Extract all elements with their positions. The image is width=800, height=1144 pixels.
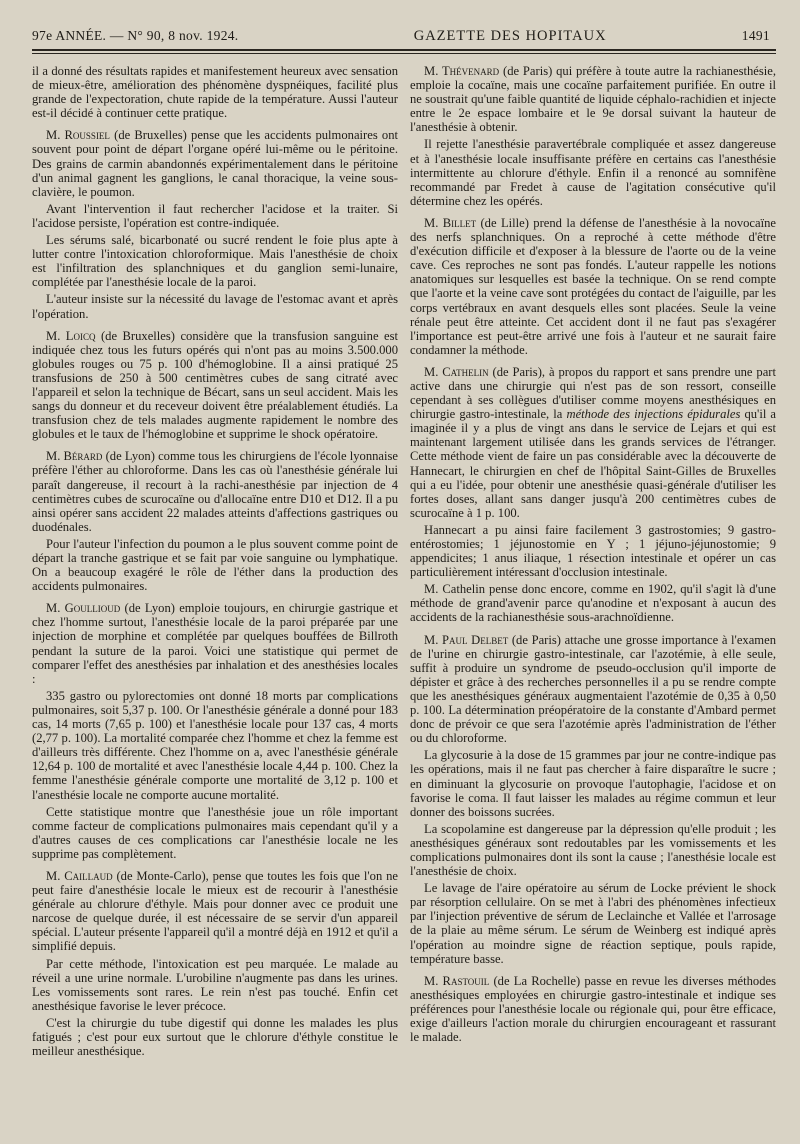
- paragraph-text: (de La Rochelle) passe en revue les diverses méthodes anesthésiques employées en chirurgie gastro-intestinale et indique ses préférences pour l'anesthésie locale ou régionale qui, pour être efficace, exige d'ailleurs l'action morale du chirurgien encourageant et rassurant le malade.: [410, 973, 776, 1045]
- paragraph: [32, 957, 398, 1013]
- paragraph: [32, 1016, 398, 1058]
- paragraph-text: (de Paris) qui préfère à toute autre la rachianesthésie, emploie la cocaïne, mais une cocaïne parfaitement purifiée. En outre il ne soustrait qu'une faible quantité de liquide céphalo-rachidien et injecte entre le 2e espace lombaire et le 9e dorsal suivant la hauteur de l'anesthésie à obtenir.: [410, 64, 776, 135]
- paragraph: [410, 523, 776, 579]
- paragraph-text: Les sérums salé, bicarbonaté ou sucré rendent le foie plus apte à lutter contre l'intoxication chloroformique. Mais l'anesthésie de choix est l'infiltration des splanchniques et du ganglion semi-lunaire, complétée par l'anesthésie locale de la paroi.: [32, 233, 398, 290]
- author-name: M. Loicq: [46, 328, 96, 343]
- page-number: 1491: [741, 28, 770, 43]
- paragraph-text: (de Paris), à propos du rapport et sans prendre une part active dans une chirurgie qui n'est pas de son ressort, conseille cependant à ses collègues d'utiliser comme moyens anesthésiques en chirurgie gastro-intestinale, la: [410, 364, 776, 422]
- paragraph-text: (de Monte-Carlo), pense que toutes les fois que l'on ne peut faire d'anesthésie locale le mieux est de recourir à l'anesthésie générale au chlorure d'éthyle. Mais pour donner avec ce produit une narcose de quelque durée, il est nécessaire de se servir d'un appareil spécial. L'auteur présente l'appareil qu'il a montré déjà en 1912 et qu'il a simplifié depuis.: [32, 868, 398, 954]
- author-name: M. Goullioud: [46, 601, 121, 616]
- paragraph-text: Par cette méthode, l'intoxication est peu marquée. Le malade au réveil a une urine normale. L'urobiline n'augmente pas dans les urines. Les vomissements sont rares. Le rein n'est pas touché. Enfin cet anesthésique favorise le lever précoce.: [32, 956, 398, 1013]
- paragraph-text: 335 gastro ou pylorectomies ont donné 18 morts par complications pulmonaires, soit 5,37 p. 100. Or l'anesthésie générale a donné pour 183 cas, 14 morts (7,65 p. 100) et l'anesthésie locale pour 137 cas, 4 morts (2,77 p. 100). La mortalité comparée chez l'homme et chez la femme est d'ailleurs très différente. Chez l'homme on a, avec l'anesthésie générale 12,64 p. 100 de mortalité et avec l'anesthésie locale 4,44 p. 100. Chez la femme l'anesthésie générale comporte une mortalité de 3,12 p. 100 et l'anesthésie locale ne comporte aucune mortalité.: [32, 688, 398, 802]
- paragraph: [32, 869, 398, 954]
- right-column: [410, 64, 776, 1061]
- author-name: M. Paul Delbet: [424, 632, 509, 647]
- paragraph: [410, 633, 776, 746]
- paragraph-text: il a donné des résultats rapides et manifestement heureux avec sensation de mieux-être, amélioration des phénomène dyspnéiques, facilité plus grande de l'expectoration, chute rapide de la température. Aussi l'auteur est-il décidé à continuer cette pratique.: [32, 64, 398, 121]
- paragraph-text: (de Bruxelles) considère que la transfusion sanguine est indiquée chez tous les futurs opérés qui n'ont pas au moins 3.500.000 globules rouges ou 75 p. 100 d'hémoglobine. Il a ainsi pratiqué 25 transfusions de 250 à 500 centimètres cubes de sang citraté avec l'appareil et selon la technique de Bécart, sans un seul accident. Mais les sangs du donneur et du receveur doivent être préalablement étudiés. La transfusion chez de tels malades augmente rapidement le nombre des globules et le taux de l'hémoglobine et supprime le shock opératoire.: [32, 328, 399, 442]
- paragraph-text: Pour l'auteur l'infection du poumon a le plus souvent comme point de départ la tranche gastrique et se fait par voie sanguine ou lymphatique. On a beaucoup exagéré le rôle de l'éther dans la production des accidents pulmonaires.: [32, 536, 398, 594]
- paragraph: [410, 582, 776, 624]
- paragraph: [410, 137, 776, 207]
- paragraph: [32, 805, 398, 861]
- author-name: M. Rastouil: [424, 973, 490, 988]
- paragraph: [32, 128, 398, 198]
- paragraph-text: Cette statistique montre que l'anesthésie joue un rôle important comme facteur de complications pulmonaires mais cependant qu'il y a d'autres causes de ces complications car l'anesthésie locale ne les supprime pas complètement.: [32, 804, 398, 861]
- two-column-body: [32, 64, 776, 1061]
- paragraph-text: qu'il a imaginée il y a plus de vingt ans dans le service de Lejars et qui est maintenant largement utilisée dans les grands services de l'étranger. Cette méthode vient de faire un pas considérable avec la découverte de Hannecart, le chirurgien en chef de l'hôpital Saint-Gilles de Bruxelles qui a eu l'idée, pour obtenir une anesthésie quasi-générale d'utiliser les fortes doses, allant sans danger jusqu'à 200 centimètres cubes de scurocaïne à 1 p. 100.: [410, 407, 777, 520]
- running-header: [32, 28, 776, 49]
- paragraph: [410, 216, 776, 357]
- author-name: M. Thévenard: [424, 64, 500, 78]
- paragraph-text: (de Bruxelles) pense que les accidents pulmonaires ont souvent pour point de départ l'organe opéré lui-même ou le péritoine. Des grains de carmin abandonnés expérimentalement dans le péritoine d'un animal gagnent les ganglions, le canal thoracique, la veine sous-clavière, le poumon.: [32, 128, 398, 199]
- paragraph: [32, 329, 398, 442]
- paragraph-text: Avant l'intervention il faut rechercher l'acidose et la traiter. Si l'acidose persiste, l'opération est contre-indiquée.: [32, 201, 398, 230]
- paragraph: [410, 748, 776, 818]
- paragraph-text: Le lavage de l'aire opératoire au sérum de Locke prévient le shock par résorption cellulaire. On se met à l'abri des phénomènes infectieux par l'injection préventive de sérum de Leclainche et Vallée et l'arrosage de la plaie au même sérum. Le sérum de Weinberg est indiqué après l'opération au moindre signe de réaction septique, pouls rapide, température basse.: [410, 881, 776, 966]
- paragraph: [410, 365, 776, 520]
- left-column: [32, 64, 398, 1061]
- author-name: M. Cathelin: [424, 364, 489, 379]
- paragraph-text: L'auteur insiste sur la nécessité du lavage de l'estomac avant et après l'opération.: [32, 292, 398, 321]
- paragraph: [32, 689, 398, 802]
- paragraph: [32, 64, 398, 120]
- journal-title: GAZETTE DES HOPITAUX: [413, 28, 607, 44]
- issue-info: 97e ANNÉE. — N° 90, 8 nov. 1924.: [32, 28, 239, 43]
- header-rule: [32, 49, 776, 54]
- paragraph: [32, 601, 398, 686]
- paragraph: [410, 881, 776, 966]
- paragraph: [410, 64, 776, 134]
- paragraph: [32, 537, 398, 593]
- italic-term: méthode des injections épidurales: [566, 407, 741, 422]
- paragraph: [32, 202, 398, 230]
- paragraph: [32, 449, 398, 534]
- author-name: M. Billet: [424, 215, 477, 230]
- paragraph: [410, 974, 776, 1044]
- paragraph-text: (de Lille) prend la défense de l'anesthésie à la novocaïne des nerfs splanchniques. On a reproché à cette méthode d'être d'exécution difficile et d'exposer à la blessure de l'aorte ou de la veine cave. Ces reproches ne sont pas fondés. L'auteur rappelle les notions anatomiques sur lesquelles est basée la technique. On se rend compte que l'aorte et la veine cave sont protégées du contact de l'aiguille, par les corps vertébraux en avant desquels elles sont placées. Seule la veine rénale peut être atteinte. Cet accident dont il ne faut pas s'exagérer l'importance est peut-être arrivé une fois à l'auteur et ne saurait faire condamner la méthode.: [410, 215, 776, 357]
- paragraph-text: M. Cathelin pense donc encore, comme en 1902, qu'il s'agit là d'une méthode de grand'avenir parce qu'anodine et n'exposant à aucun des accidents de la rachianesthésie sous-arachnoïdienne.: [410, 582, 776, 625]
- author-name: M. Caillaud: [46, 868, 113, 883]
- paragraph-text: (de Lyon) emploie toujours, en chirurgie gastrique et chez l'homme surtout, l'anesthésie locale de la paroi préparée par une injection de morphine et complétée par quelques bouffées de Billroth pendant la suture de la paroi. Voici une statistique qui permet de comparer l'effet des anesthésies par inhalation et des anesthésies locales :: [32, 601, 398, 686]
- paragraph: [32, 292, 398, 320]
- author-name: M. Bérard: [46, 449, 103, 464]
- paragraph-text: Il rejette l'anesthésie paravertébrale compliquée et assez dangereuse et à l'anesthésie locale insuffisante préfère en certains cas l'anesthésie intermittente au chlorure d'éthyle. Enfin il a renoncé au somnifène recommandé par Fredet à cause de l'agitation consécutive qu'il détermine chez les opérés.: [410, 137, 776, 208]
- paragraph-text: La glycosurie à la dose de 15 grammes par jour ne contre-indique pas les opérations, mais il ne faut pas chercher à faire disparaître le sucre ; en diminuant la glycosurie on provoque l'autophagie, l'acidose et on favorise le coma. Il faut laisser les malades au régime commun et leur donner des boissons sucrées.: [410, 748, 776, 819]
- paragraph: [410, 822, 776, 878]
- paragraph: [32, 233, 398, 289]
- paragraph-text: La scopolamine est dangereuse par la dépression qu'elle produit ; les anesthésiques généraux sont redoutables par les vomissements et les complications pulmonaires dont ils sont la cause ; l'anesthésie locale est l'anesthésie de choix.: [410, 821, 776, 879]
- paragraph-text: (de Lyon) comme tous les chirurgiens de l'école lyonnaise préfère l'éther au chloroforme. Dans les cas où l'anesthésie générale lui paraît dangereuse, il recourt à la rachi-anesthésie par injection de 4 centimètres cubes de scurocaïne ou d'allocaïne entre D10 et D12. Il a pu ainsi opérer sans accident 22 malades atteints d'affections gastriques ou duodénales.: [32, 449, 398, 534]
- author-name: M. Roussiel: [46, 128, 110, 143]
- paragraph-text: C'est la chirurgie du tube digestif qui donne les malades les plus fatigués ; c'est pour eux surtout que le chlorure d'éthyle constitue le meilleur anesthésique.: [32, 1015, 398, 1059]
- paragraph-text: Hannecart a pu ainsi faire facilement 3 gastrostomies; 9 gastro-entérostomies; 1 jéjunostomie en Y ; 1 jéjuno-jéjunostomie; 9 appendicites; 1 anus iliaque, 1 résection intestinale et opérer un cas particulièrement intéressant d'occlusion intestinale.: [410, 522, 776, 580]
- paragraph-text: (de Paris) attache une grosse importance à l'examen de l'urine en chirurgie gastro-intestinale, car l'azotémie, à elle seule, suffit à produire un syndrome de pseudo-occlusion qu'il importe de dépister et grâce à des recherches personnelles il a pu se rendre compte que les anesthésiques généraux augmentaient l'azotémie de 0,35 à 0,50 p. 100. La détermination préopératoire de la constante d'Ambard permet donc de prévoir ce que sera l'azotémie après l'administration de l'éther ou du chloroforme.: [410, 632, 776, 746]
